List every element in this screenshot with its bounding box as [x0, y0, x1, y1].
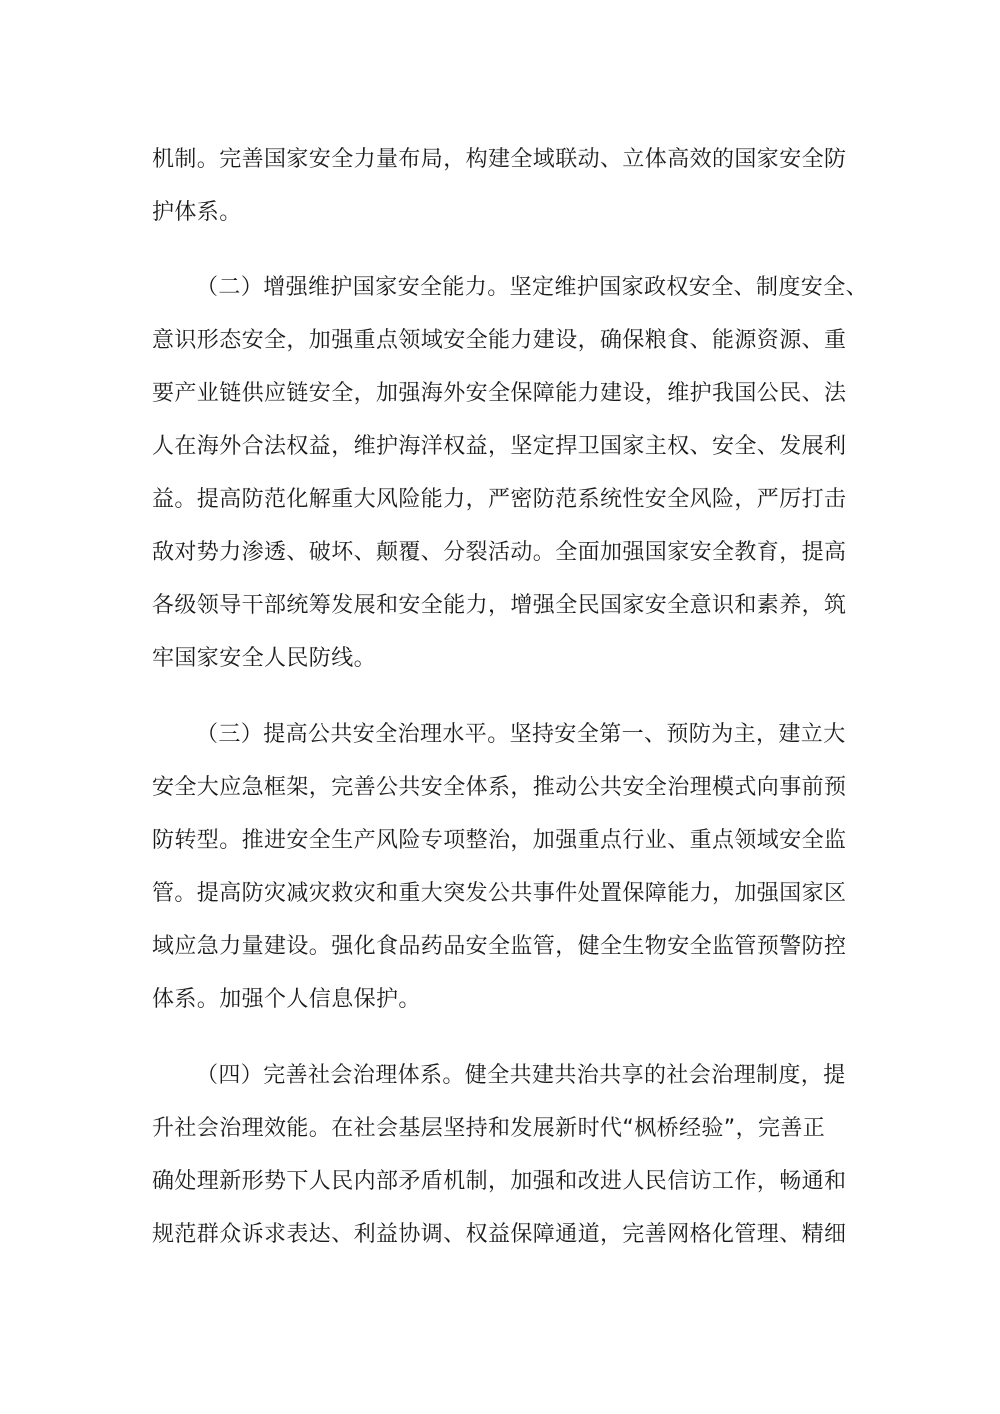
text-line: 管。提高防灾减灾救灾和重大突发公共事件处置保障能力，加强国家区 — [152, 881, 847, 906]
section-heading-line: （四）完善社会治理体系。健全共建共治共享的社会治理制度，提 — [196, 1063, 846, 1088]
text-line: 护体系。 — [152, 200, 242, 225]
text-line: 人在海外合法权益，维护海洋权益，坚定捍卫国家主权、安全、发展利 — [152, 434, 847, 459]
section-heading-line: （三）提高公共安全治理水平。坚持安全第一、预防为主，建立大 — [196, 722, 846, 747]
text-line: 益。提高防范化解重大风险能力，严密防范系统性安全风险，严厉打击 — [152, 487, 847, 512]
text-line: 域应急力量建设。强化食品药品安全监管，健全生物安全监管预警防控 — [152, 934, 847, 959]
text-line: 确处理新形势下人民内部矛盾机制，加强和改进人民信访工作，畅通和 — [152, 1169, 847, 1194]
text-line: 要产业链供应链安全，加强海外安全保障能力建设，维护我国公民、法 — [152, 381, 847, 406]
section-heading-line: （二）增强维护国家安全能力。坚定维护国家政权安全、制度安全、 — [196, 275, 869, 300]
text-line: 机制。完善国家安全力量布局，构建全域联动、立体高效的国家安全防 — [152, 147, 847, 172]
text-line: 防转型。推进安全生产风险专项整治，加强重点行业、重点领域安全监 — [152, 828, 847, 853]
text-line: 敌对势力渗透、破坏、颠覆、分裂活动。全面加强国家安全教育，提高 — [152, 540, 847, 565]
text-line: 安全大应急框架，完善公共安全体系，推动公共安全治理模式向事前预 — [152, 775, 847, 800]
text-line: 意识形态安全，加强重点领域安全能力建设，确保粮食、能源资源、重 — [152, 328, 847, 353]
text-line: 升社会治理效能。在社会基层坚持和发展新时代“枫桥经验”，完善正 — [152, 1116, 826, 1141]
text-line: 体系。加强个人信息保护。 — [152, 987, 421, 1012]
text-line: 各级领导干部统筹发展和安全能力，增强全民国家安全意识和素养，筑 — [152, 593, 847, 618]
text-line: 牢国家安全人民防线。 — [152, 646, 377, 671]
text-line: 规范群众诉求表达、利益协调、权益保障通道，完善网格化管理、精细 — [152, 1222, 847, 1247]
